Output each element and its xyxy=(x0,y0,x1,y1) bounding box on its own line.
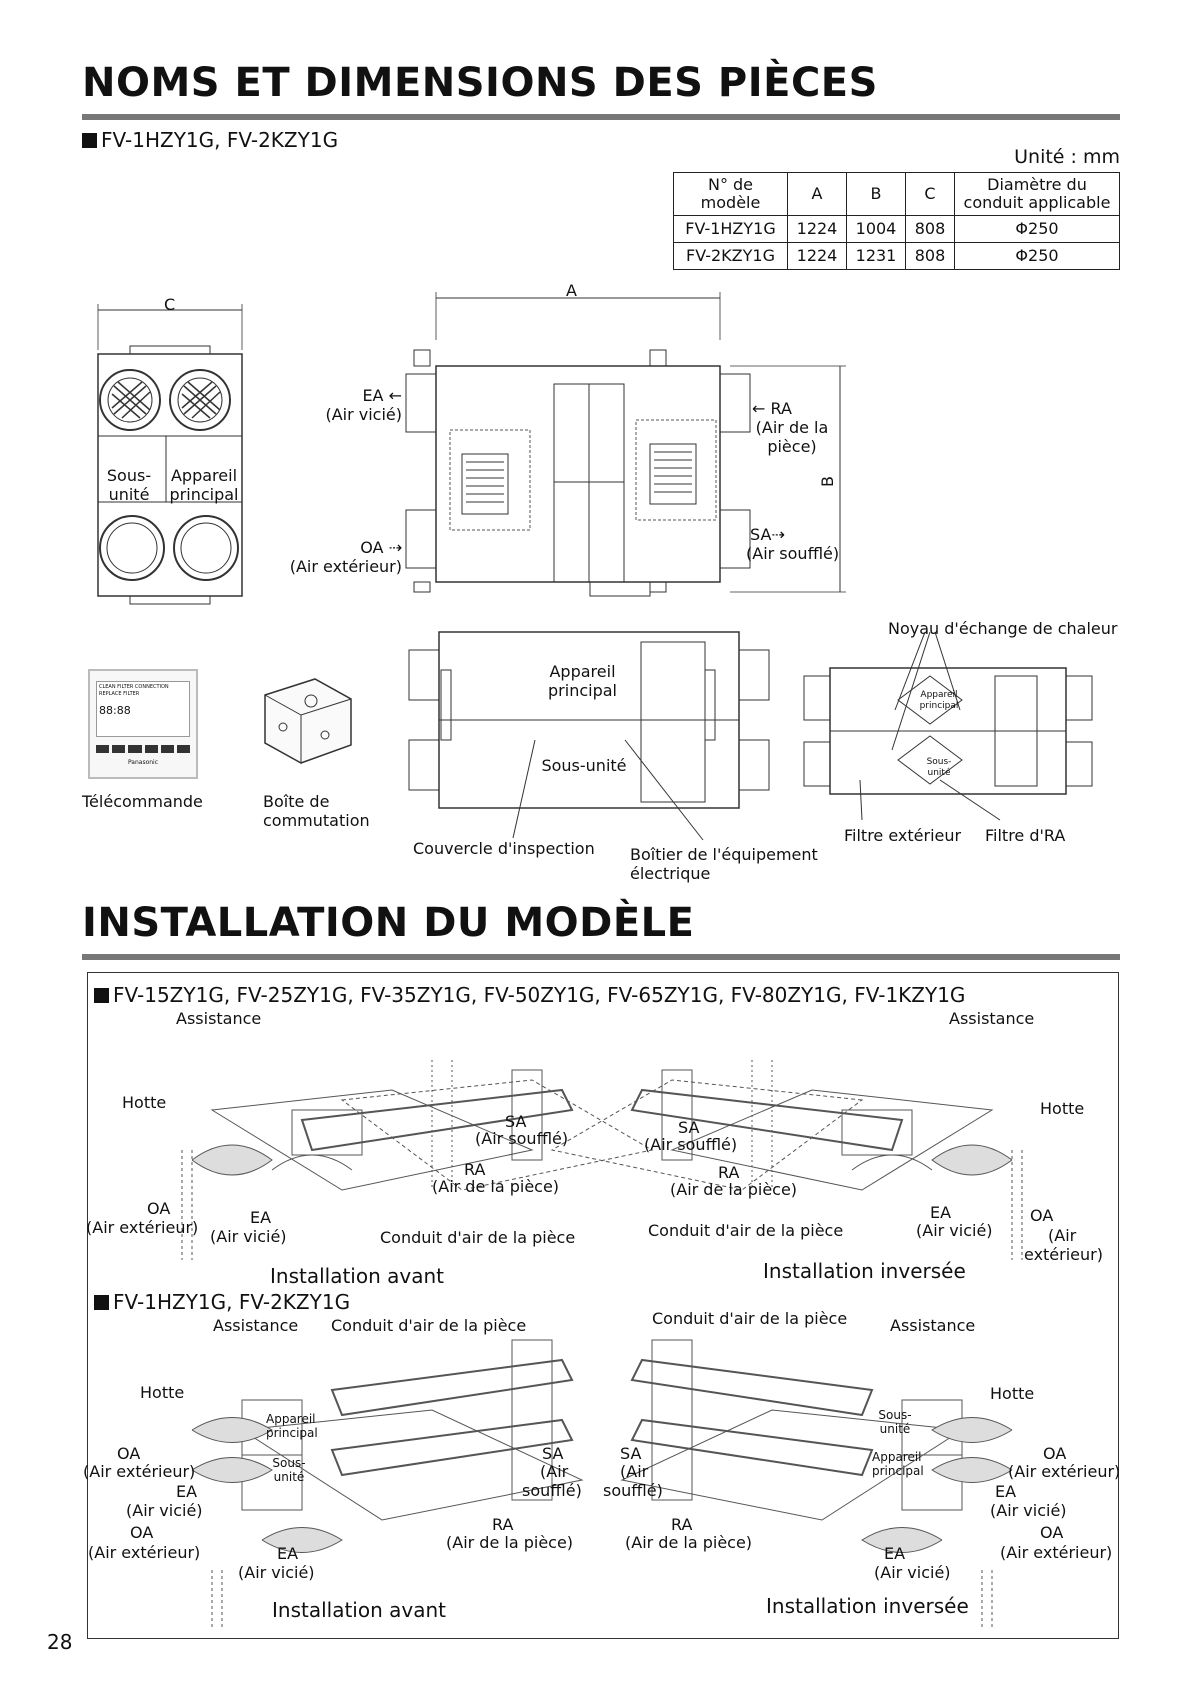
sa-code: SA xyxy=(750,525,772,544)
g1r-oa-desc-b: extérieur) xyxy=(1024,1245,1103,1264)
g1l-assistance-label: Assistance xyxy=(176,1009,262,1028)
table-cell: Φ250 xyxy=(955,216,1120,243)
group2-models: FV-1HZY1G, FV-2KZY1G xyxy=(113,1290,351,1314)
front-oa-label: OA ⇢ xyxy=(360,538,402,557)
page-number: 28 xyxy=(47,1630,73,1654)
g2r-hood-label: Hotte xyxy=(990,1384,1035,1403)
remote-screen-time: 88:88 xyxy=(99,704,131,717)
remote-brand: Panasonic xyxy=(127,759,159,766)
bullet-square-icon xyxy=(94,988,109,1003)
dim-c-label: C xyxy=(164,295,176,314)
table-header: N° de modèle xyxy=(674,173,788,216)
remote-button xyxy=(145,745,158,753)
table-header: C xyxy=(906,173,955,216)
switch-box-label: Boîte de commutation xyxy=(263,792,370,830)
remote-label: Télécommande xyxy=(82,792,203,811)
g1l-ea-desc: (Air vicié) xyxy=(210,1227,287,1246)
g2l-sa-label: SA xyxy=(542,1444,564,1463)
bullet-square-icon xyxy=(94,1295,109,1310)
title-rule xyxy=(82,114,1120,120)
g2l-room-duct-label: Conduit d'air de la pièce xyxy=(331,1316,527,1335)
side-main-unit-label: Appareil principal xyxy=(169,466,239,504)
front-sa-label: SA⇢ xyxy=(750,525,785,544)
g1r-room-duct-label: Conduit d'air de la pièce xyxy=(648,1221,844,1240)
side-sub-unit-label: Sous-unité xyxy=(106,466,152,504)
g1r-sa-label: SA xyxy=(678,1118,700,1137)
g2l-sa-desc-a: (Air xyxy=(540,1462,569,1481)
g1r-oa-label: OA xyxy=(1030,1206,1054,1225)
g2r-oa-desc: (Air extérieur) xyxy=(1008,1462,1121,1481)
table-cell: 1004 xyxy=(847,216,906,243)
g1-reverse-install-caption: Installation inversée xyxy=(763,1259,966,1283)
g2l-main-unit-label: Appareil principal xyxy=(266,1412,318,1440)
remote-button xyxy=(161,745,174,753)
electrical-box-label: Boîtier de l'équipement électrique xyxy=(630,845,818,883)
g2l-oa-label: OA xyxy=(117,1444,141,1463)
remote-screen-row: CLEAN FILTER CONNECTION xyxy=(99,684,169,690)
ra-code: RA xyxy=(770,399,792,418)
table-cell: 1231 xyxy=(847,243,906,270)
group2-illustrations xyxy=(92,1330,1112,1630)
unit-label: Unité : mm xyxy=(1014,146,1120,168)
g2r-ea-desc: (Air vicié) xyxy=(990,1501,1067,1520)
table-cell: 1224 xyxy=(788,243,847,270)
g2r-ea2-desc: (Air vicié) xyxy=(874,1563,951,1582)
g1l-oa-label: OA xyxy=(147,1199,171,1218)
table-cell: Φ250 xyxy=(955,243,1120,270)
g2r-room-duct-label: Conduit d'air de la pièce xyxy=(652,1309,848,1328)
top-sub-unit-label: Sous-unité xyxy=(541,756,627,775)
g2l-oa2-label: OA xyxy=(130,1523,154,1542)
g2r-oa2-label: OA xyxy=(1040,1523,1064,1542)
g2r-oa-label: OA xyxy=(1043,1444,1067,1463)
heat-core-label: Noyau d'échange de chaleur xyxy=(888,619,1118,638)
g2r-oa2-desc: (Air extérieur) xyxy=(1000,1543,1113,1562)
g1r-sa-desc: (Air soufflé) xyxy=(644,1135,738,1154)
dimensions-table xyxy=(673,172,1120,270)
g1l-oa-desc: (Air extérieur) xyxy=(86,1218,199,1237)
g1r-ea-desc: (Air vicié) xyxy=(916,1221,993,1240)
g2-front-install-caption: Installation avant xyxy=(272,1598,446,1622)
remote-button xyxy=(96,745,109,753)
g2l-ra-label: RA xyxy=(492,1515,514,1534)
g1l-ea-label: EA xyxy=(250,1208,272,1227)
g2r-main-unit-label: Appareil principal xyxy=(872,1450,924,1478)
g1r-ra-label: RA xyxy=(718,1163,740,1182)
oa-code: OA xyxy=(360,538,384,557)
g2r-assistance-label: Assistance xyxy=(890,1316,976,1335)
g1l-ra-desc: (Air de la pièce) xyxy=(432,1177,560,1196)
g2l-ea-desc: (Air vicié) xyxy=(126,1501,203,1520)
g1r-oa-desc-a: (Air xyxy=(1048,1226,1077,1245)
front-ra-desc: (Air de la pièce) xyxy=(755,418,829,456)
table-row xyxy=(674,243,1120,270)
remote-button xyxy=(177,745,190,753)
g2-reverse-install-caption: Installation inversée xyxy=(766,1594,969,1618)
group2-heading xyxy=(94,1290,350,1314)
g1r-ra-desc: (Air de la pièce) xyxy=(670,1180,798,1199)
g2l-oa2-desc: (Air extérieur) xyxy=(88,1543,201,1562)
table-cell: 808 xyxy=(906,243,955,270)
g2l-hood-label: Hotte xyxy=(140,1383,185,1402)
side-view-drawing xyxy=(90,290,250,620)
front-oa-desc: (Air extérieur) xyxy=(289,557,402,576)
g2l-ra-desc: (Air de la pièce) xyxy=(446,1533,574,1552)
table-header: Diamètre du conduit applicable xyxy=(955,173,1120,216)
table-header-row xyxy=(674,173,1120,216)
front-sa-desc: (Air soufflé) xyxy=(746,544,840,563)
table-row xyxy=(674,216,1120,243)
g2l-sub-unit-label: Sous-unité xyxy=(272,1456,306,1484)
g1l-sa-desc: (Air soufflé) xyxy=(475,1129,569,1148)
remote-control-image xyxy=(88,669,198,779)
front-ea-label: EA ← xyxy=(362,386,402,405)
g2r-sa-label: SA xyxy=(620,1444,642,1463)
g1l-room-duct-label: Conduit d'air de la pièce xyxy=(380,1228,576,1247)
models-heading xyxy=(82,128,338,152)
top-main-unit-label: Appareil principal xyxy=(548,662,617,700)
g2l-assistance-label: Assistance xyxy=(213,1316,299,1335)
models-heading-text: FV-1HZY1G, FV-2KZY1G xyxy=(101,128,339,152)
remote-button xyxy=(128,745,141,753)
outdoor-filter-label: Filtre extérieur xyxy=(844,826,962,845)
front-ra-label: ← RA xyxy=(752,399,792,418)
g2r-sa-desc-b: soufflé) xyxy=(603,1481,663,1500)
g2r-sub-unit-label: Sous-unité xyxy=(878,1408,912,1436)
group1-heading xyxy=(94,983,965,1007)
inspection-cover-label: Couvercle d'inspection xyxy=(413,839,595,858)
dim-a-label: A xyxy=(566,281,577,300)
table-header: B xyxy=(847,173,906,216)
title-rule xyxy=(82,954,1120,960)
cutaway-view-drawing xyxy=(800,640,1100,805)
g1l-ra-label: RA xyxy=(464,1160,486,1179)
bullet-square-icon xyxy=(82,133,97,148)
group1-models: FV-15ZY1G, FV-25ZY1G, FV-35ZY1G, FV-50ZY1G, FV-65ZY1G, FV-80ZY1G, FV-1KZY1G xyxy=(113,983,966,1007)
g1l-hood-label: Hotte xyxy=(122,1093,167,1112)
remote-screen-row: REPLACE FILTER xyxy=(99,691,140,697)
remote-button xyxy=(112,745,125,753)
g2l-ea2-desc: (Air vicié) xyxy=(238,1563,315,1582)
section-title-parts: NOMS ET DIMENSIONS DES PIÈCES xyxy=(82,60,878,106)
g2l-sa-desc-b: soufflé) xyxy=(522,1481,582,1500)
ra-filter-label: Filtre d'RA xyxy=(985,826,1066,845)
switch-box-drawing xyxy=(255,675,360,770)
table-cell: 808 xyxy=(906,216,955,243)
cutaway-sub-label: Sous-unité xyxy=(926,757,952,778)
g1-front-install-caption: Installation avant xyxy=(270,1264,444,1288)
g1l-sa-label: SA xyxy=(505,1112,527,1131)
g2l-ea2-label: EA xyxy=(277,1544,299,1563)
table-cell: 1224 xyxy=(788,216,847,243)
g2l-ea-label: EA xyxy=(176,1482,198,1501)
g2l-oa-desc: (Air extérieur) xyxy=(83,1462,196,1481)
table-cell: FV-2KZY1G xyxy=(674,243,788,270)
top-view-drawing xyxy=(405,630,815,835)
g1r-ea-label: EA xyxy=(930,1203,952,1222)
section-title-installation: INSTALLATION DU MODÈLE xyxy=(82,900,695,946)
g2r-sa-desc-a: (Air xyxy=(620,1462,649,1481)
g2r-ea2-label: EA xyxy=(884,1544,906,1563)
table-cell: FV-1HZY1G xyxy=(674,216,788,243)
dim-b-label: B xyxy=(817,476,837,487)
g2r-ra-label: RA xyxy=(671,1515,693,1534)
g2r-ea-label: EA xyxy=(995,1482,1017,1501)
remote-screen xyxy=(96,681,190,737)
remote-buttons xyxy=(96,745,190,753)
g2r-ra-desc: (Air de la pièce) xyxy=(625,1533,753,1552)
table-header: A xyxy=(788,173,847,216)
front-ea-desc: (Air vicié) xyxy=(325,405,402,424)
ea-code: EA xyxy=(362,386,384,405)
g1r-assistance-label: Assistance xyxy=(949,1009,1035,1028)
g1r-hood-label: Hotte xyxy=(1040,1099,1085,1118)
cutaway-main-label: Appareil principal xyxy=(919,690,959,711)
